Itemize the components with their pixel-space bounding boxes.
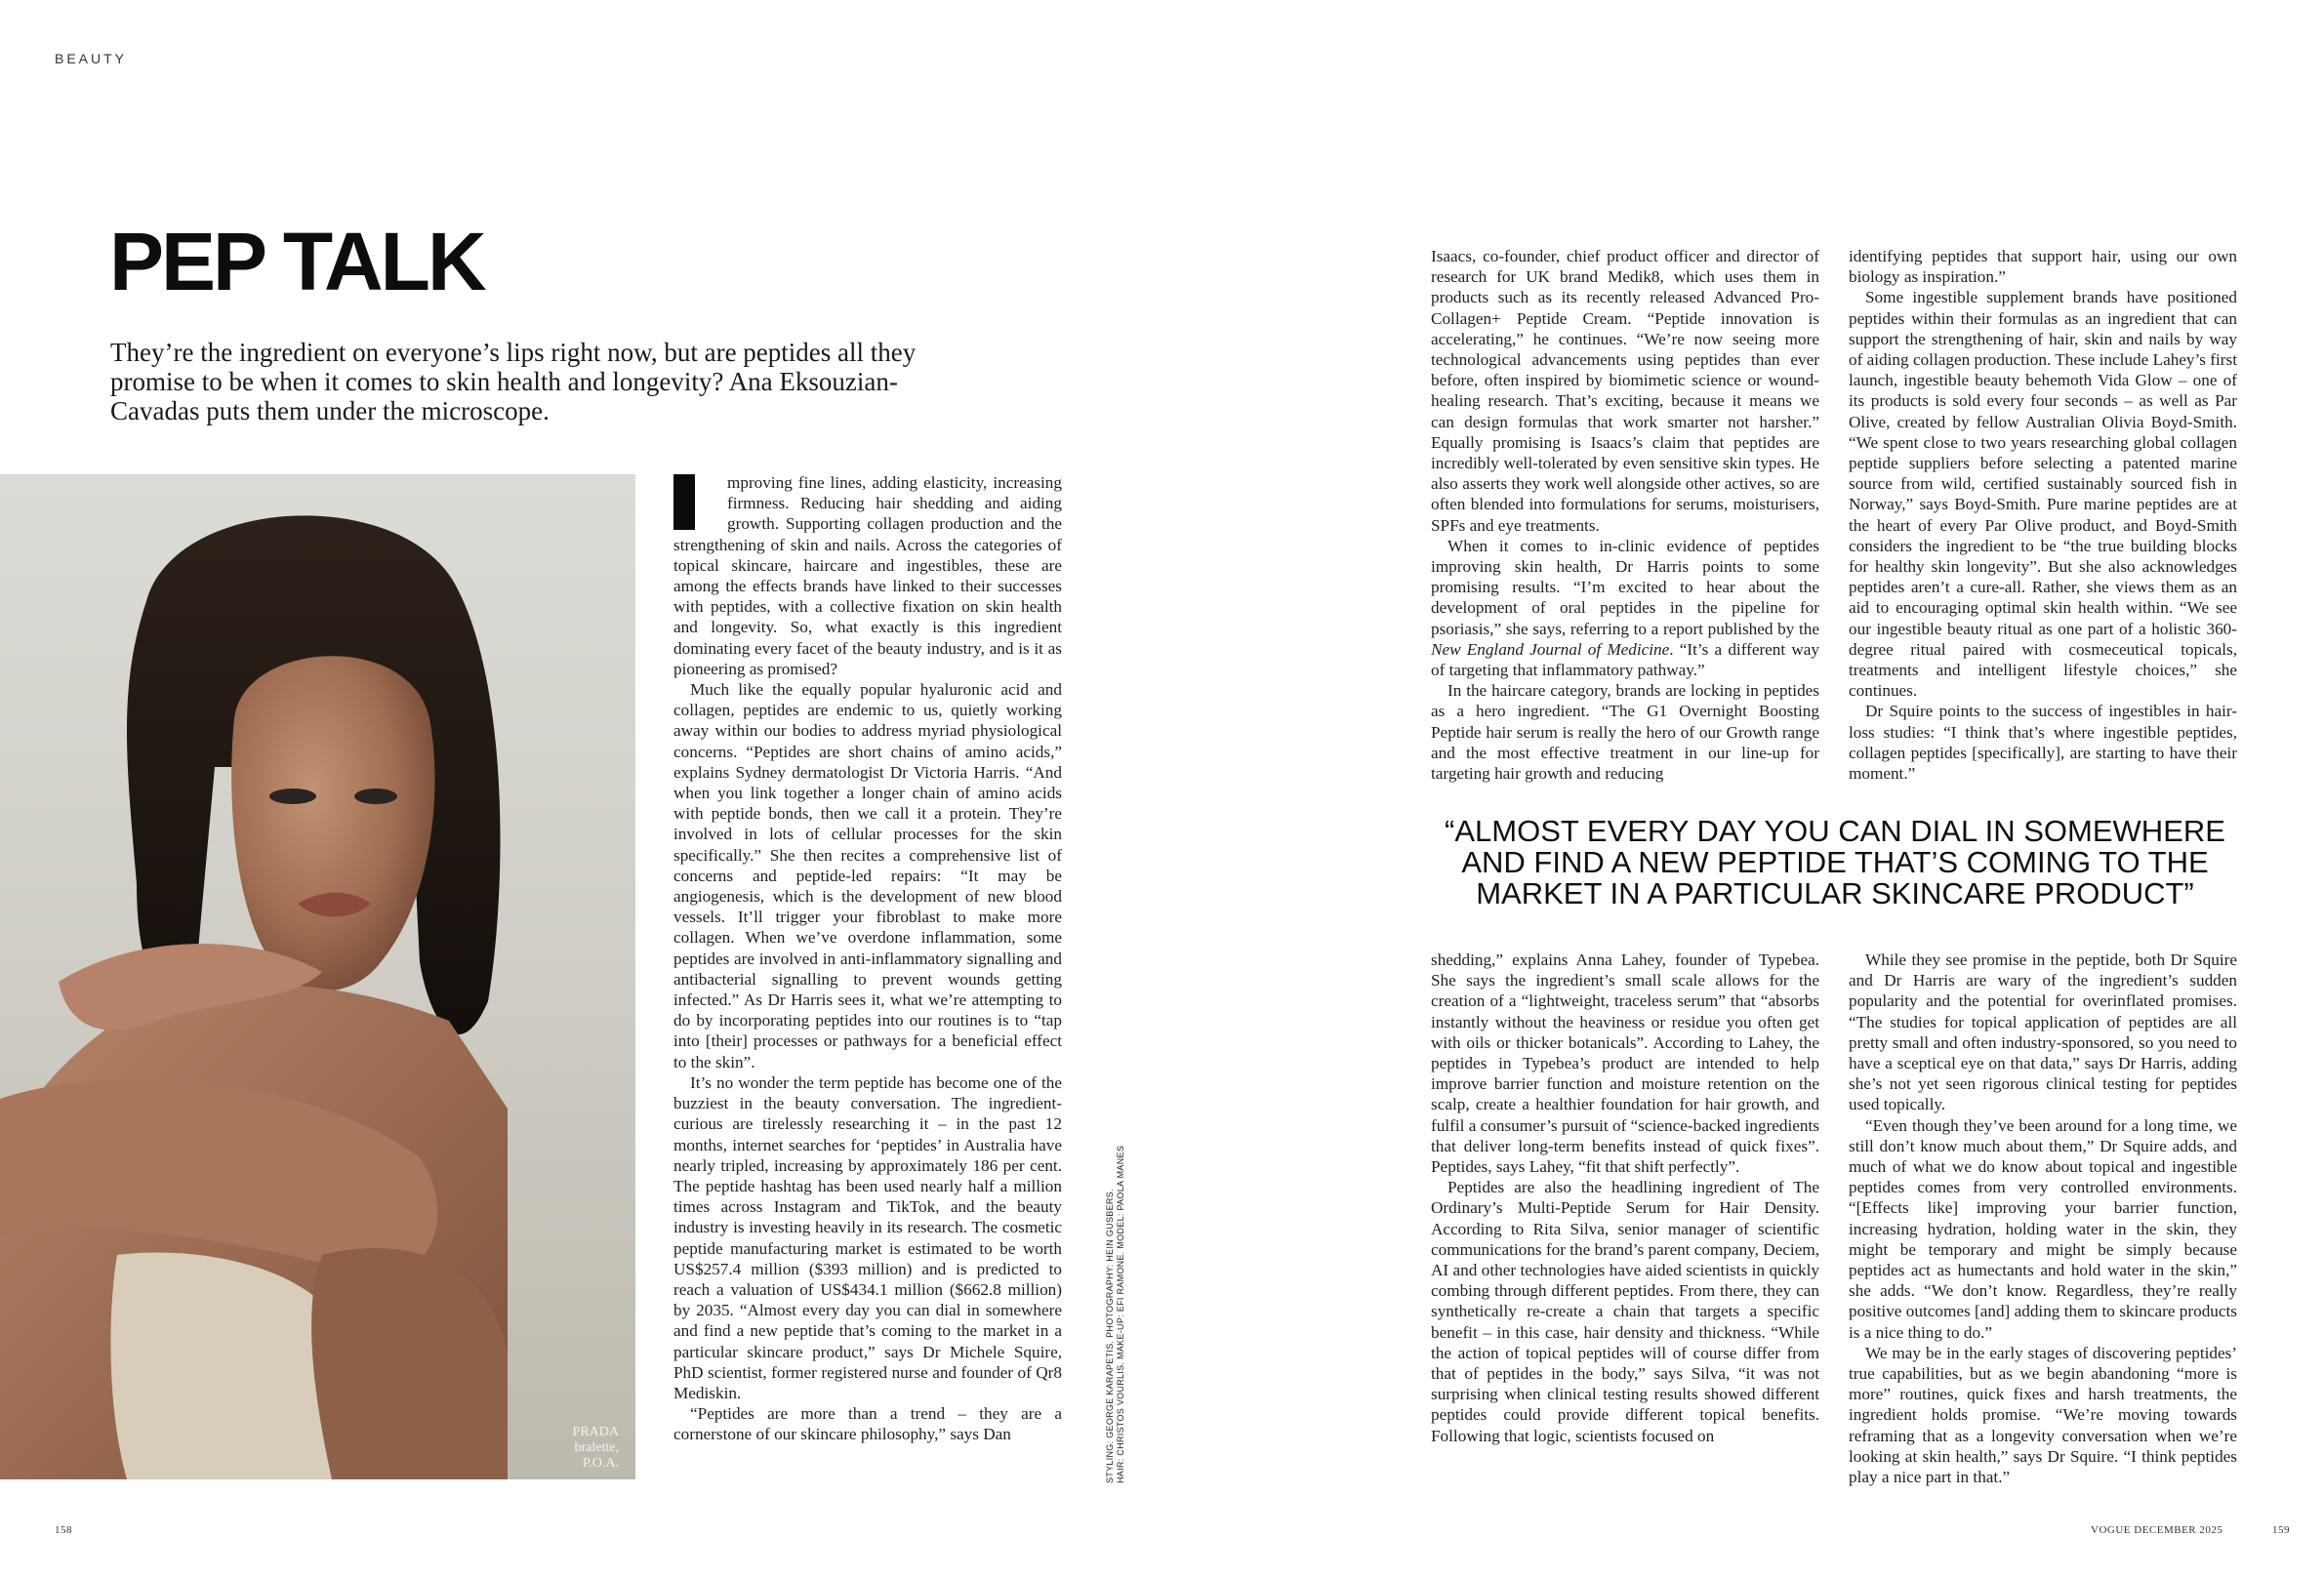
fashion-credit-caption (560, 1425, 619, 1472)
caption-item: bralette, (574, 1440, 619, 1455)
caption-brand: PRADA (572, 1425, 619, 1439)
page-number-right: 159 (2272, 1524, 2290, 1536)
page-number-left: 158 (55, 1524, 72, 1536)
paragraph (1431, 536, 1819, 680)
photo-credits-line-1: STYLING: GEORGE KARAPETIS. PHOTOGRAPHY: HEIN GUSBERS. (1105, 1189, 1115, 1483)
paragraph: We may be in the early stages of discovering peptides’ true capabilities, but as we begin abandoning “more is more” routines, quick fixes and harsh treatments, the ingredient holds promise. “We’re moving towards reframing that as a longevity conversation when we’re looking at skin health,” says Dr Squire. “I think peptides play a nice part in that.” (1849, 1343, 2237, 1487)
body-column-5 (1849, 950, 2237, 1487)
section-label: BEAUTY (55, 51, 128, 66)
paragraph-text: When it comes to in-clinic evidence of peptides improving skin health, Dr Harris points to some promising results. “I’m excited to hear about the development of oral peptides in the pipeline for psoriasis,” she says, referring to a report published by the (1431, 536, 1819, 638)
paragraph-text: mproving fine lines, adding elasticity, increasing firmness. Reducing hair shedding and aiding growth. Supporting collagen production and the strengthening of skin and nails. Across the categories of topical skincare, haircare and ingestibles, these are among the effects brands have linked to their successes with peptides, with a collective fixation on skin health and longevity. So, what exactly is this ingredient dominating every facet of the beauty industry, and is it as pioneering as promised? (673, 473, 1062, 678)
magazine-issue: VOGUE DECEMBER 2025 (2091, 1524, 2223, 1536)
paragraph-text: . “It’s a different way of targeting that inflammatory pathway.” (1431, 639, 1819, 680)
paragraph: Dr Squire points to the success of ingestibles in hair-loss studies: “I think that’s where ingestible peptides, collagen peptides [specifically], are starting to have their moment.” (1849, 702, 2237, 784)
journal-title: New England Journal of Medicine (1431, 639, 1670, 659)
paragraph: It’s no wonder the term peptide has become one of the buzziest in the beauty conversation. The ingredient-curious are tirelessly researching it – in the past 12 months, internet searches for ‘peptides’ in Australia have nearly tripled, increasing by approximately 186 per cent. The peptide hashtag has been used nearly half a million times across Instagram and TikTok, and the beauty industry is investing heavily in its research. The cosmetic peptide manufacturing market is estimated to be worth US$257.4 million ($393 million) and is predicted to reach a valuation of US$434.1 million ($662.8 million) by 2035. “Almost every day you can dial in somewhere and find a new peptide that’s coming to the market in a particular skincare product,” says Dr Michele Squire, PhD scientist, former registered nurse and founder of Qr8 Mediskin. (673, 1072, 1062, 1402)
body-column-4 (1431, 950, 1819, 1446)
body-column-1 (673, 472, 1062, 1445)
paragraph: identifying peptides that support hair, using our own biology as inspiration.” (1849, 247, 2237, 287)
paragraph: Peptides are also the headlining ingredient of The Ordinary’s Multi-Peptide Serum for Hair Density. According to Rita Silva, senior manager of scientific communications for the brand’s parent company, Deciem, AI and other technologies have aided scientists in quickly combing through different peptides. From there, they can synthetically re-create a chain that targets a specific benefit – in this case, hair density and thickness. “While the action of topical peptides will of course differ from that of peptides in the body,” says Silva, “it was not surprising when clinical testing results showed different peptides could provide different topical benefits. Following that logic, scientists focused on (1431, 1178, 1819, 1445)
body-column-3 (1849, 246, 2237, 784)
pull-quote: “ALMOST EVERY DAY YOU CAN DIAL IN SOMEWHERE AND FIND A NEW PEPTIDE THAT’S COMING TO THE MARKET IN A PARTICULAR SKINCARE PRODUCT” (1445, 814, 2225, 910)
paragraph: In the haircare category, brands are locking in peptides as a hero ingredient. “The G1 Overnight Boosting Peptide hair serum is really the hero of our Growth range and the most effective treatment in our line-up for targeting hair growth and reducing (1431, 681, 1819, 784)
photo-credits (1105, 1132, 1126, 1483)
paragraph: Isaacs, co-founder, chief product officer and director of research for UK brand Medik8, which uses them in products such as its recently released Advanced Pro-Collagen+ Peptide Cream. “Peptide innovation is accelerating,” he continues. “We’re now seeing more technological advancements using peptides than ever before, often inspired by biomimetic science or wound-healing research. That’s exciting, because it means we can design formulas that work smarter not harsher.” Equally promising is Isaacs’s claim that peptides are incredibly well-tolerated by even sensitive skin types. He also asserts they work well alongside other actives, so are often blended into formulations for serums, moisturisers, SPFs and eye treatments. (1431, 247, 1819, 535)
paragraph: shedding,” explains Anna Lahey, founder of Typebea. She says the ingredient’s small scale allows for the creation of a “lightweight, traceless serum” that “absorbs instantly without the heaviness or residue you often get with oils or thicker botanicals”. According to Lahey, the peptides in Typebea’s product are intended to help improve barrier function and moisture retention on the scalp, create a healthier foundation for hair growth, and fulfil a consumer’s pursuit of “science-backed ingredients that deliver long-term benefits instead of quick fixes”. Peptides, says Lahey, “fit that shift perfectly”. (1431, 950, 1819, 1177)
paragraph: While they see promise in the peptide, both Dr Squire and Dr Harris are wary of the ingredient’s sudden popularity and the potential for overinflated promises. “The studies for topical application of peptides are all pretty small and often industry-sponsored, so you need to have a sceptical eye on that data,” says Dr Harris, adding she’s not yet seen rigorous clinical testing for peptides used topically. (1849, 950, 2237, 1114)
paragraph: “Even though they’ve been around for a long time, we still don’t know much about them,” Dr Squire adds, and much of what we do know about topical and ingestible peptides comes from very controlled environments. “[Effects like] improving your barrier function, increasing hydration, holding water in the skin, they might be temporary and might be simply because peptides act as humectants and hold water in the skin,” she adds. “We don’t know. Regardless, they’re really positive outcomes [and] adding them to skincare products is a nice thing to do.” (1849, 1115, 2237, 1342)
paragraph: “Peptides are more than a trend – they are a cornerstone of our skincare philosophy,” says Dan (673, 1404, 1062, 1444)
article-headline: PEP TALK (109, 216, 484, 307)
paragraph (673, 472, 1062, 679)
drop-cap (673, 474, 695, 530)
paragraph: Some ingestible supplement brands have positioned peptides within their formulas as an ingredient that can support the strengthening of hair, skin and nails by way of aiding collagen production. These include Lahey’s first launch, ingestible beauty behemoth Vida Glow – one of its products is sold every four seconds – as well as Par Olive, created by fellow Australian Olivia Boyd-Smith. “We spent close to two years researching global collagen peptide suppliers before selecting a patented marine source from wild, certified sustainably sourced fish in Norway,” says Boyd-Smith. Pure marine peptides are at the heart of every Par Olive product, and Boyd-Smith considers the ingredient to be “the true building blocks for healthy skin longevity”. But she also acknowledges peptides aren’t a cure-all. Rather, she views them as an aid to encouraging optimal skin health within. “We see our ingestible beauty ritual as one part of a holistic 360-degree ritual paired with cosmeceutical topicals, treatments and intelligent lifestyle choices,” she continues. (1849, 288, 2237, 701)
article-standfirst: They’re the ingredient on everyone’s lips right now, but are peptides all they promise to be when it comes to skin health and longevity? Ana Eksouzian-Cavadas puts them under the microscope. (110, 338, 917, 425)
photo-credits-line-2: HAIR: CHRISTOS VOURLIS. MAKE-UP: EFI RAMONE. MODEL: PAOLA MANES (1116, 1145, 1125, 1483)
caption-price: P.O.A. (583, 1456, 619, 1471)
body-column-2 (1431, 246, 1819, 784)
paragraph: Much like the equally popular hyaluronic acid and collagen, peptides are endemic to us, quietly working away within our bodies to address myriad physiological concerns. “Peptides are short chains of amino acids,” explains Sydney dermatologist Dr Victoria Harris. “And when you link together a longer chain of amino acids with peptide bonds, then we call it a protein. They’re involved in lots of cellular processes for the skin specifically.” She then recites a comprehensive list of concerns and peptide-led repairs: “It may be angiogenesis, which is the development of new blood vessels. It’ll trigger your fibroblast to make more collagen. When we’ve overdone inflammation, some peptides are involved in anti-inflammatory signalling and antibacterial signalling to prevent wounds getting infected.” As Dr Harris sees it, what we’re attempting to do by incorporating peptides into our routines is to “tap into [their] processes or pathways for a beneficial effect to the skin”. (673, 680, 1062, 1071)
model-photo (0, 474, 635, 1479)
